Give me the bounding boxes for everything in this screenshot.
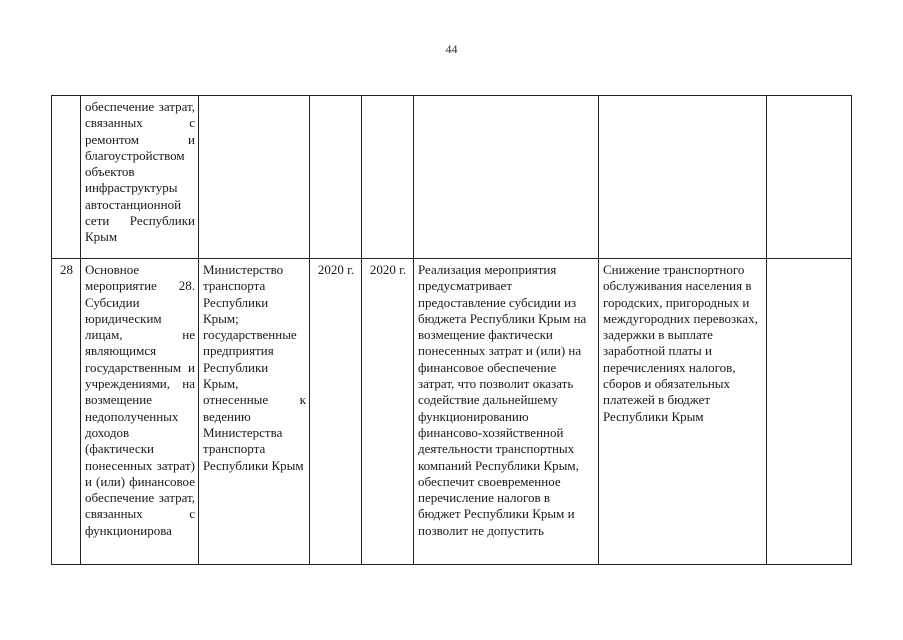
page-number: 44	[445, 42, 458, 56]
end-year-cell	[362, 96, 414, 259]
table-row	[52, 96, 852, 259]
start-year-cell: 2020 г.	[310, 259, 362, 565]
note-cell	[767, 96, 852, 259]
result-cell: Снижение транспортного обслуживания населения в городских, пригородных и междугородних перевозках, задержки в выплате заработной платы и перечислениях налогов, сборов и обязательных платежей в бюджет Республики Крым	[599, 259, 767, 565]
executor-cell	[199, 96, 310, 259]
table-row	[52, 259, 852, 565]
start-year-cell	[310, 96, 362, 259]
row-number-cell	[52, 96, 81, 259]
program-table	[51, 95, 852, 565]
row-number-cell: 28	[52, 259, 81, 565]
result-cell	[599, 96, 767, 259]
description-cell	[414, 96, 599, 259]
end-year-cell: 2020 г.	[362, 259, 414, 565]
measure-name-cell: обеспечение затрат, связанных с ремонтом и благоустройством объектов инфраструктуры автостанционной сети Республики Крым	[81, 96, 199, 259]
executor-cell: Министерство транспорта Республики Крым; государственные предприятия Республики Крым, отнесенные к ведению Министерства транспорта Республики Крым	[199, 259, 310, 565]
measure-name-cell: Основное мероприятие 28. Субсидии юридическим лицам, не являющимся государственным и учреждениями, на возмещение недополученных доходов (фактически понесенных затрат) и (или) финансовое обеспечение затрат, связанных с функционирова	[81, 259, 199, 565]
description-cell: Реализация мероприятия предусматривает предоставление субсидии из бюджета Республики Крым на возмещение фактически понесенных затрат и (или) на финансовое обеспечение затрат, что позволит оказать содействие дальнейшему функционированию финансово-хозяйственной деятельности транспортных компаний Республики Крым, обеспечит своевременное перечисление налогов в бюджет Республики Крым и позволит не допустить	[414, 259, 599, 565]
note-cell	[767, 259, 852, 565]
